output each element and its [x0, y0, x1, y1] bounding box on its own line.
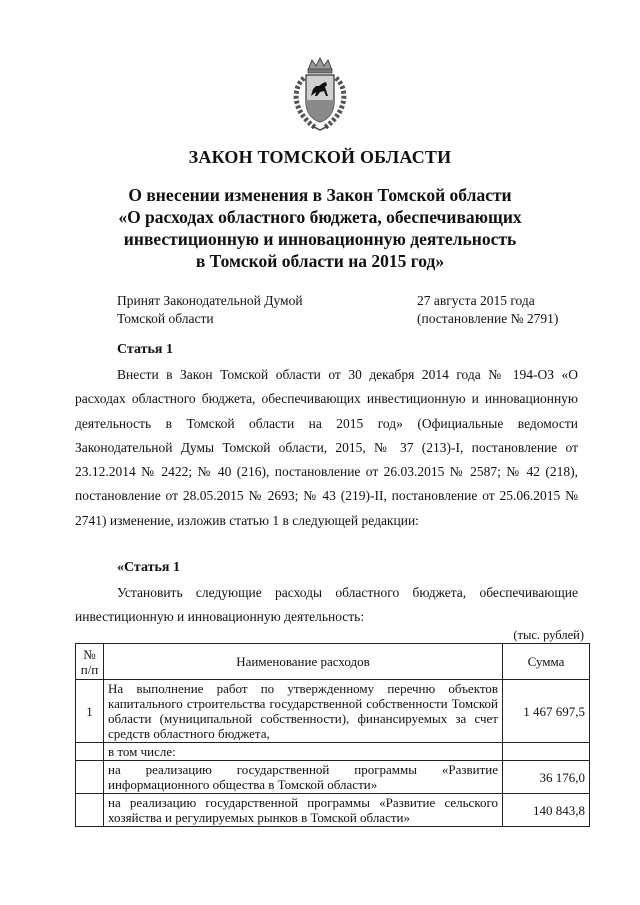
row-name: на реализацию государственной программы «Развитие информационного общества в Томской области»: [104, 761, 503, 794]
article-1-text: Внести в Закон Томской области от 30 декабря 2014 года № 194-ОЗ «О расходах областного бюджета, обеспечивающих инвестиционную и инновационную деятельность в Томской области на 2015 год» (Официальные ведомости Законодательной Думы Томской области, 2015, № 37 (213)-I, постановление от 23.12.2014 № 2422; № 40 (216), постановление от 26.03.2015 № 2587; № 42 (218), постановление от 28.05.2015 № 2693; № 43 (219)-II, постановление от 25.06.2015 № 2741) изменение, изложив статью 1 в следующей редакции:: [75, 367, 578, 528]
header-name: Наименование расходов: [104, 644, 503, 680]
table-unit: (тыс. рублей): [513, 628, 584, 642]
expenses-table: [75, 643, 590, 827]
subtitle-line: в Томской области на 2015 год»: [195, 251, 445, 271]
tomsk-coat-of-arms-icon: [286, 56, 354, 132]
quoted-article-text: Установить следующие расходы областного бюджета, обеспечивающие инвестиционную и инновационную деятельность:: [75, 585, 578, 625]
row-name: в том числе:: [104, 743, 503, 761]
adopted-by-line: Принят Законодательной Думой: [117, 293, 303, 308]
subtitle-line: «О расходах областного бюджета, обеспечивающих: [118, 207, 522, 227]
row-sum: 36 176,0: [503, 761, 590, 794]
row-sum: [503, 743, 590, 761]
adopted-by-line: Томской области: [117, 311, 214, 326]
row-num: 1: [76, 680, 104, 743]
law-title: ЗАКОН ТОМСКОЙ ОБЛАСТИ: [188, 147, 452, 167]
quoted-article-heading: «Статья 1: [117, 560, 180, 575]
table-row: [76, 680, 590, 743]
row-num: [76, 761, 104, 794]
table-row: [76, 794, 590, 827]
table-row: [76, 743, 590, 761]
header-num: № п/п: [76, 644, 104, 680]
row-name: на реализацию государственной программы «Развитие сельского хозяйства и регулируемых рынков в Томской области»: [104, 794, 503, 827]
row-name: На выполнение работ по утвержденному перечню объектов капитального строительства государственной собственности Томской области (муниципальной собственности), финансируемых за счет средств областного бюджета,: [104, 680, 503, 743]
adoption-date-line: 27 августа 2015 года: [417, 293, 535, 308]
table-header-row: [76, 644, 590, 680]
row-sum: 1 467 697,5: [503, 680, 590, 743]
subtitle-line: инвестиционную и инновационную деятельность: [123, 229, 517, 249]
subtitle-line: О внесении изменения в Закон Томской области: [128, 185, 512, 205]
table-row: [76, 761, 590, 794]
row-num: [76, 794, 104, 827]
row-sum: 140 843,8: [503, 794, 590, 827]
adoption-resolution-line: (постановление № 2791): [417, 311, 559, 326]
row-num: [76, 743, 104, 761]
adoption-date: [417, 292, 558, 328]
article-1-heading: Статья 1: [117, 342, 173, 357]
header-sum: Сумма: [503, 644, 590, 680]
law-subtitle: [60, 184, 580, 272]
adopted-by: [117, 292, 303, 328]
